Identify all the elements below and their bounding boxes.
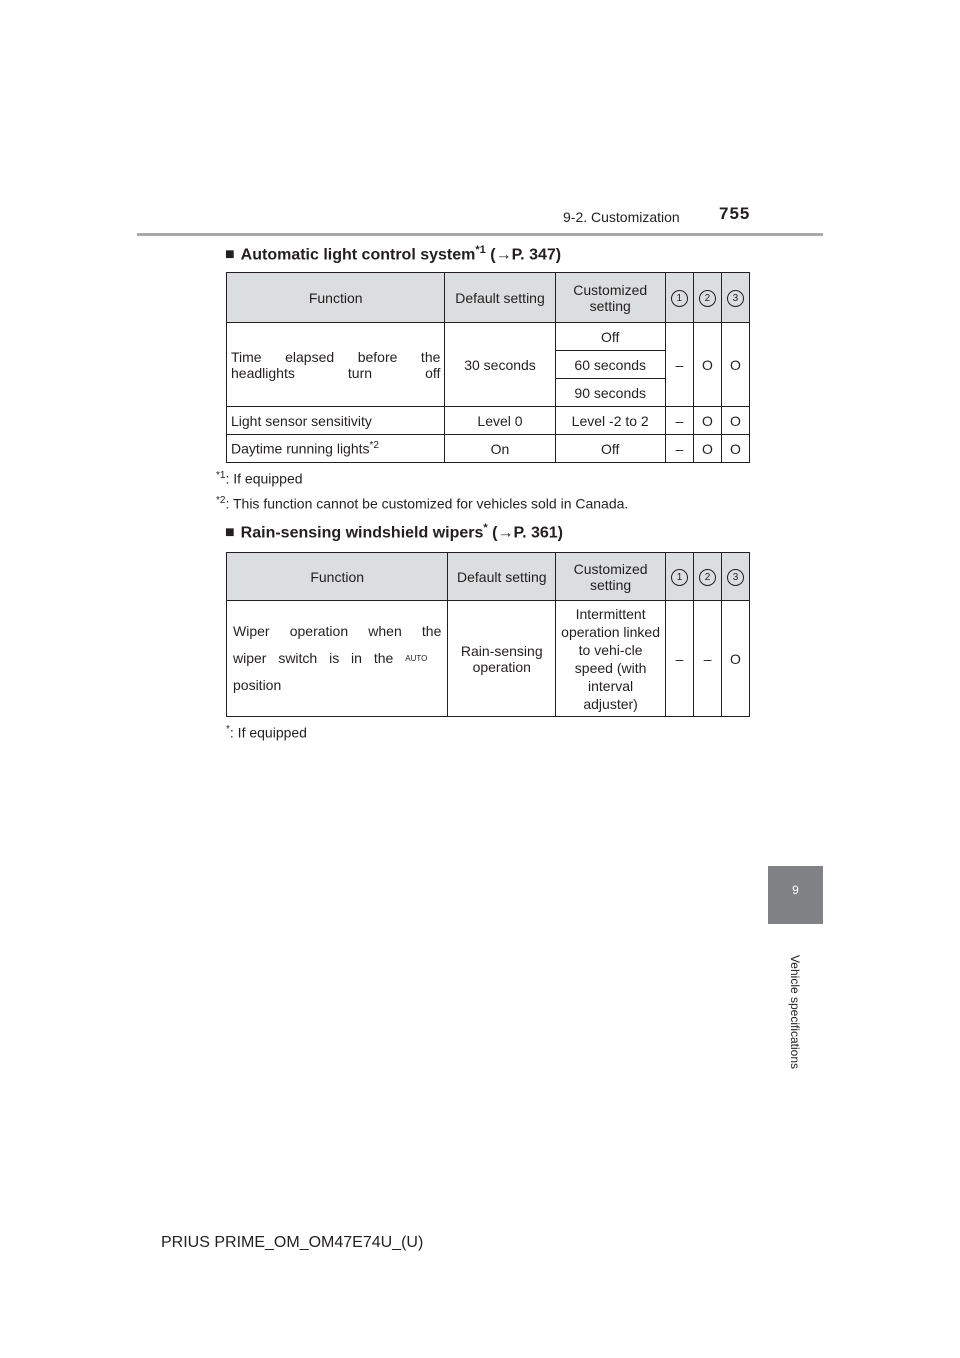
col-header-3	[721, 273, 749, 323]
col2-cell: O	[693, 407, 721, 435]
function-cell: Time elapsed before the headlights turn off	[227, 323, 445, 407]
chapter-label: Vehicle specifications	[788, 954, 802, 1070]
document-code: PRIUS PRIME_OM_OM47E74U_(U)	[161, 1234, 424, 1251]
circled-2-icon: 2	[699, 290, 716, 307]
col3-cell: O	[721, 407, 749, 435]
footnote-2	[216, 495, 628, 512]
customized-cell: Intermittent operation linked to vehi-cle speed (with interval adjuster)	[556, 601, 666, 717]
col-header-customized: Customized setting	[556, 553, 666, 601]
chapter-number: 9	[792, 883, 799, 897]
col3-cell: O	[721, 323, 749, 407]
customized-cell: 90 seconds	[555, 379, 665, 407]
col1-cell: –	[665, 407, 693, 435]
footnote-1	[216, 470, 303, 487]
col-header-default: Default setting	[448, 553, 556, 601]
col-header-default: Default setting	[445, 273, 555, 323]
footnote-mark: *	[226, 724, 230, 735]
wiper-table	[226, 552, 750, 717]
footnote-text: : This function cannot be customized for vehicles sold in Canada.	[225, 495, 629, 512]
section-title-wipers	[225, 522, 563, 542]
col-header-function: Function	[227, 273, 445, 323]
function-cell: Light sensor sensitivity	[227, 407, 445, 435]
function-cell: Daytime running lights$^{*2}$	[227, 435, 445, 463]
table-row	[227, 407, 750, 435]
section-title-text: Rain-sensing windshield wipers	[240, 524, 484, 542]
footnote-text: : If equipped	[229, 724, 307, 741]
table-row	[227, 435, 750, 463]
circled-3-icon: 3	[727, 569, 744, 586]
col-header-1	[666, 553, 694, 601]
function-cell	[227, 601, 448, 717]
footnote-mark: *2	[216, 495, 226, 506]
table-row	[227, 601, 750, 717]
col3-cell: O	[721, 601, 749, 717]
footnote-text: : If equipped	[225, 470, 303, 487]
col2-cell: –	[694, 601, 722, 717]
default-cell: Rain-sensing operation	[448, 601, 556, 717]
col-header-1	[665, 273, 693, 323]
customized-cell: 60 seconds	[555, 351, 665, 379]
ref-paren: (	[492, 524, 498, 542]
page-reference-link[interactable]: P. 361)	[513, 524, 563, 542]
default-cell: 30 seconds	[445, 323, 555, 407]
col2-cell: O	[693, 323, 721, 407]
table-header-row	[227, 273, 750, 323]
col-header-2	[694, 553, 722, 601]
col1-cell: –	[666, 601, 694, 717]
page-number: 755	[719, 204, 751, 223]
footnote-3	[226, 724, 307, 741]
default-cell: Level 0	[445, 407, 555, 435]
footnote-mark: *	[483, 522, 488, 534]
function-text: position	[233, 677, 282, 693]
header-divider	[137, 233, 823, 236]
square-bullet-icon: ■	[225, 246, 235, 264]
page-reference-link[interactable]: P. 347)	[511, 246, 562, 264]
auto-switch-icon: AUTO	[405, 654, 428, 663]
customized-cell: Level -2 to 2	[555, 407, 665, 435]
ref-paren: (	[490, 246, 496, 264]
section-header: 9-2. Customization	[563, 209, 680, 225]
light-control-table	[226, 272, 750, 463]
customized-cell: Off	[555, 323, 665, 351]
col-header-3	[721, 553, 749, 601]
circled-1-icon: 1	[671, 569, 688, 586]
table-header-row	[227, 553, 750, 601]
col-header-customized: Customized setting	[555, 273, 665, 323]
square-bullet-icon: ■	[225, 524, 235, 542]
circled-2-icon: 2	[699, 569, 716, 586]
table-row	[227, 323, 750, 351]
circled-1-icon: 1	[671, 290, 688, 307]
default-cell: On	[445, 435, 555, 463]
customized-cell: Off	[555, 435, 665, 463]
col1-cell: –	[665, 323, 693, 407]
function-text: wiper switch is in the AUTO	[233, 645, 441, 672]
arrow-right-icon: →	[495, 246, 512, 264]
function-text: Wiper operation when the	[233, 623, 442, 639]
section-title-text: Automatic light control system	[240, 246, 476, 264]
circled-3-icon: 3	[727, 290, 744, 307]
arrow-right-icon: →	[497, 524, 514, 542]
col2-cell: O	[693, 435, 721, 463]
col-header-2	[693, 273, 721, 323]
footnote-mark: *2	[369, 440, 379, 452]
footnote-mark: *1	[475, 244, 486, 256]
col1-cell: –	[665, 435, 693, 463]
section-title-light-control	[225, 244, 561, 264]
col3-cell: O	[721, 435, 749, 463]
footnote-mark: *1	[216, 470, 226, 481]
col-header-function: Function	[227, 553, 448, 601]
